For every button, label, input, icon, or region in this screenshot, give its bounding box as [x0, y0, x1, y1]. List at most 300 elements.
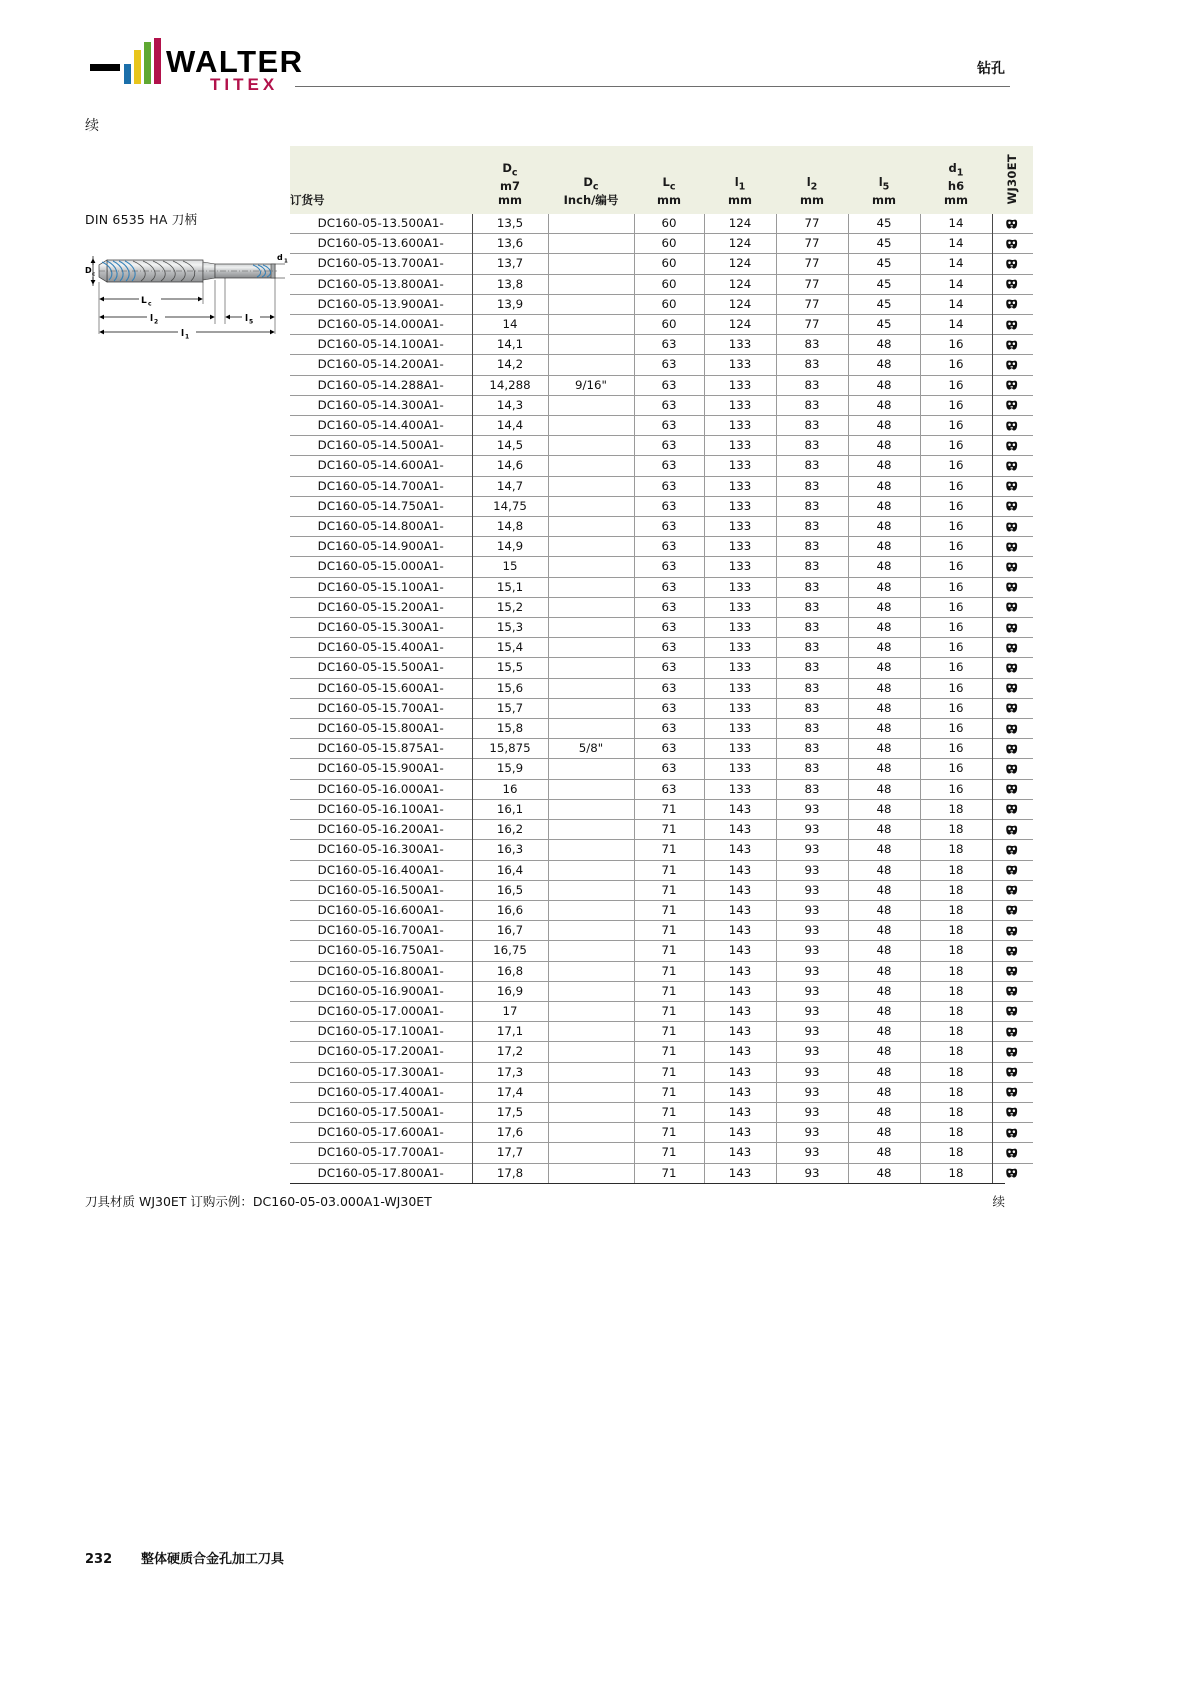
table-row[interactable]	[290, 880, 1033, 900]
cell-dci	[548, 1123, 634, 1143]
cell-lc: 63	[634, 557, 704, 577]
cell-l1: 133	[704, 456, 776, 476]
cell-l2: 93	[776, 1143, 848, 1163]
cell-l5: 45	[848, 214, 920, 234]
coolant-drill-icon	[992, 719, 1033, 739]
cell-dci	[548, 698, 634, 718]
cell-d1: 14	[920, 234, 992, 254]
table-row[interactable]	[290, 1123, 1033, 1143]
cell-d1: 14	[920, 214, 992, 234]
table-row[interactable]	[290, 214, 1033, 234]
svg-text:L: L	[141, 296, 147, 306]
cell-lc: 63	[634, 537, 704, 557]
cell-l2: 93	[776, 900, 848, 920]
cell-dci	[548, 416, 634, 436]
cell-lc: 63	[634, 779, 704, 799]
column-header-dc-inch-subscript: c	[592, 181, 599, 193]
cell-l5: 45	[848, 234, 920, 254]
svg-text:5: 5	[249, 318, 254, 326]
cell-l1: 133	[704, 557, 776, 577]
coolant-drill-icon	[992, 254, 1033, 274]
cell-l5: 48	[848, 739, 920, 759]
cell-l2: 93	[776, 981, 848, 1001]
cell-d1: 16	[920, 395, 992, 415]
cell-l5: 48	[848, 355, 920, 375]
coolant-drill-icon	[992, 1062, 1033, 1082]
page-footer	[85, 1548, 284, 1567]
cell-l5: 48	[848, 456, 920, 476]
table-row[interactable]	[290, 476, 1033, 496]
cell-d1: 18	[920, 1102, 992, 1122]
table-row[interactable]	[290, 698, 1033, 718]
coolant-drill-icon	[992, 779, 1033, 799]
cell-l1: 124	[704, 294, 776, 314]
cell-order: DC160-05-15.300A1-	[290, 618, 472, 638]
column-header-l2	[776, 146, 848, 214]
cell-l1: 143	[704, 860, 776, 880]
cell-lc: 71	[634, 1143, 704, 1163]
cell-dci	[548, 234, 634, 254]
cell-order: DC160-05-13.900A1-	[290, 294, 472, 314]
table-row[interactable]	[290, 315, 1033, 335]
table-row[interactable]	[290, 597, 1033, 617]
cell-order: DC160-05-16.750A1-	[290, 941, 472, 961]
logo-bar-red	[154, 38, 161, 84]
cell-l5: 45	[848, 254, 920, 274]
table-row[interactable]	[290, 678, 1033, 698]
coolant-drill-icon	[992, 375, 1033, 395]
table-row[interactable]	[290, 1102, 1033, 1122]
cell-dci: 5/8"	[548, 739, 634, 759]
svg-text:c: c	[92, 271, 96, 278]
cell-dci	[548, 1102, 634, 1122]
cell-l1: 133	[704, 597, 776, 617]
cell-l1: 143	[704, 921, 776, 941]
cell-dcm: 17,5	[472, 1102, 548, 1122]
cell-l5: 48	[848, 335, 920, 355]
coolant-drill-icon	[992, 436, 1033, 456]
cell-dci	[548, 456, 634, 476]
cell-dcm: 14,5	[472, 436, 548, 456]
cell-dcm: 13,9	[472, 294, 548, 314]
cell-dci	[548, 779, 634, 799]
cell-lc: 63	[634, 577, 704, 597]
cell-d1: 16	[920, 618, 992, 638]
cell-order: DC160-05-13.800A1-	[290, 274, 472, 294]
cell-dcm: 14,75	[472, 496, 548, 516]
material-grade-note: 刀具材质 WJ30ET 订购示例：DC160-05-03.000A1-WJ30ET	[85, 1194, 432, 1209]
cell-l2: 93	[776, 1062, 848, 1082]
cell-l2: 93	[776, 860, 848, 880]
cell-l2: 93	[776, 880, 848, 900]
cell-d1: 18	[920, 860, 992, 880]
table-row[interactable]	[290, 759, 1033, 779]
cell-d1: 16	[920, 739, 992, 759]
cell-l2: 83	[776, 496, 848, 516]
cell-d1: 18	[920, 1143, 992, 1163]
cell-dci	[548, 274, 634, 294]
column-header-l1	[704, 146, 776, 214]
cell-dcm: 14,7	[472, 476, 548, 496]
cell-order: DC160-05-16.600A1-	[290, 900, 472, 920]
table-row[interactable]	[290, 658, 1033, 678]
cell-l2: 77	[776, 294, 848, 314]
table-body	[290, 214, 1033, 1183]
cell-l5: 48	[848, 820, 920, 840]
cell-d1: 16	[920, 638, 992, 658]
cell-l5: 48	[848, 395, 920, 415]
cell-lc: 63	[634, 719, 704, 739]
cell-order: DC160-05-17.600A1-	[290, 1123, 472, 1143]
table-row[interactable]	[290, 981, 1033, 1001]
cell-d1: 18	[920, 981, 992, 1001]
table-row[interactable]	[290, 921, 1033, 941]
cell-l2: 93	[776, 1082, 848, 1102]
cell-d1: 18	[920, 1042, 992, 1062]
table-row[interactable]	[290, 739, 1033, 759]
coolant-drill-icon	[992, 698, 1033, 718]
cell-dcm: 15,7	[472, 698, 548, 718]
cell-lc: 63	[634, 456, 704, 476]
cell-order: DC160-05-13.600A1-	[290, 234, 472, 254]
continued-marker-bottom: 续	[992, 1194, 1005, 1209]
coolant-drill-icon	[992, 597, 1033, 617]
cell-l2: 83	[776, 436, 848, 456]
cell-d1: 18	[920, 921, 992, 941]
cell-d1: 18	[920, 941, 992, 961]
cell-l5: 48	[848, 840, 920, 860]
cell-l1: 124	[704, 274, 776, 294]
logo-wordmark-titex: TITEX	[210, 75, 279, 94]
table-row[interactable]	[290, 638, 1033, 658]
table-row[interactable]	[290, 820, 1033, 840]
cell-l1: 143	[704, 981, 776, 1001]
cell-dci	[548, 577, 634, 597]
cell-dcm: 16,4	[472, 860, 548, 880]
table-row[interactable]	[290, 496, 1033, 516]
cell-l2: 93	[776, 799, 848, 819]
cell-order: DC160-05-14.500A1-	[290, 436, 472, 456]
cell-l1: 133	[704, 719, 776, 739]
cell-l5: 48	[848, 1102, 920, 1122]
cell-l1: 143	[704, 941, 776, 961]
coolant-drill-icon	[992, 537, 1033, 557]
cell-dci	[548, 355, 634, 375]
cell-dcm: 16,5	[472, 880, 548, 900]
cell-order: DC160-05-14.900A1-	[290, 537, 472, 557]
coolant-drill-icon	[992, 880, 1033, 900]
table-row[interactable]	[290, 537, 1033, 557]
cell-d1: 18	[920, 900, 992, 920]
coolant-drill-icon	[992, 335, 1033, 355]
table-row[interactable]	[290, 456, 1033, 476]
cell-lc: 63	[634, 618, 704, 638]
cell-l2: 93	[776, 961, 848, 981]
cell-l5: 48	[848, 1143, 920, 1163]
cell-lc: 63	[634, 759, 704, 779]
footnote-row	[85, 1192, 1005, 1210]
cell-lc: 60	[634, 214, 704, 234]
cell-dcm: 17,8	[472, 1163, 548, 1183]
cell-dcm: 13,5	[472, 214, 548, 234]
column-header-l2-subscript: 2	[810, 181, 818, 193]
cell-lc: 63	[634, 355, 704, 375]
table-row[interactable]	[290, 375, 1033, 395]
cell-dcm: 13,7	[472, 254, 548, 274]
cell-l5: 48	[848, 1163, 920, 1183]
coolant-drill-icon	[992, 678, 1033, 698]
table-row[interactable]	[290, 517, 1033, 537]
table-row[interactable]	[290, 436, 1033, 456]
cell-d1: 18	[920, 1001, 992, 1021]
table-row[interactable]	[290, 719, 1033, 739]
cell-order: DC160-05-17.100A1-	[290, 1022, 472, 1042]
column-header-l2-symbol: l	[806, 175, 811, 190]
cell-order: DC160-05-17.800A1-	[290, 1163, 472, 1183]
cell-lc: 71	[634, 1022, 704, 1042]
cell-l1: 133	[704, 739, 776, 759]
cell-dci	[548, 537, 634, 557]
table-row[interactable]	[290, 254, 1033, 274]
cell-order: DC160-05-16.200A1-	[290, 820, 472, 840]
cell-l1: 124	[704, 234, 776, 254]
cell-d1: 18	[920, 799, 992, 819]
cell-l2: 93	[776, 1123, 848, 1143]
table-row[interactable]	[290, 618, 1033, 638]
cell-dci: 9/16"	[548, 375, 634, 395]
cell-l5: 48	[848, 537, 920, 557]
cell-dci	[548, 214, 634, 234]
cell-l1: 133	[704, 335, 776, 355]
coolant-drill-icon	[992, 981, 1033, 1001]
cell-dci	[548, 315, 634, 335]
table-row[interactable]	[290, 1163, 1033, 1183]
cell-l5: 48	[848, 1001, 920, 1021]
cell-lc: 71	[634, 880, 704, 900]
cell-d1: 18	[920, 1123, 992, 1143]
table-row[interactable]	[290, 557, 1033, 577]
svg-text:D: D	[85, 266, 92, 275]
table-row[interactable]	[290, 294, 1033, 314]
cell-lc: 71	[634, 840, 704, 860]
continued-marker-top: 续	[85, 118, 99, 134]
cell-order: DC160-05-17.700A1-	[290, 1143, 472, 1163]
cell-d1: 16	[920, 476, 992, 496]
column-header-dc-mm-unit: mm	[498, 192, 522, 207]
table-header	[290, 146, 1033, 214]
cell-l1: 143	[704, 880, 776, 900]
cell-order: DC160-05-14.288A1-	[290, 375, 472, 395]
cell-dcm: 14,1	[472, 335, 548, 355]
cell-dcm: 13,6	[472, 234, 548, 254]
cell-lc: 71	[634, 961, 704, 981]
cell-l2: 83	[776, 517, 848, 537]
cell-l1: 133	[704, 759, 776, 779]
cell-order: DC160-05-14.700A1-	[290, 476, 472, 496]
column-header-dc-inch	[548, 146, 634, 214]
table-row[interactable]	[290, 860, 1033, 880]
section-title: 钻孔	[977, 61, 1005, 77]
cell-dci	[548, 638, 634, 658]
cell-dcm: 16,2	[472, 820, 548, 840]
cell-d1: 18	[920, 1082, 992, 1102]
cell-d1: 16	[920, 759, 992, 779]
cell-order: DC160-05-17.300A1-	[290, 1062, 472, 1082]
cell-order: DC160-05-15.500A1-	[290, 658, 472, 678]
cell-dcm: 15,8	[472, 719, 548, 739]
column-header-dc-mm-subscript: c	[511, 167, 518, 179]
cell-dcm: 15,2	[472, 597, 548, 617]
cell-dci	[548, 799, 634, 819]
cell-dci	[548, 961, 634, 981]
cell-l1: 133	[704, 638, 776, 658]
cell-l1: 133	[704, 517, 776, 537]
cell-dci	[548, 1163, 634, 1183]
cell-l5: 48	[848, 476, 920, 496]
cell-order: DC160-05-14.200A1-	[290, 355, 472, 375]
column-header-dc-inch-unit: Inch/编号	[563, 192, 619, 207]
cell-dci	[548, 294, 634, 314]
cell-d1: 16	[920, 335, 992, 355]
table-row[interactable]	[290, 1143, 1033, 1163]
table-row[interactable]	[290, 840, 1033, 860]
cell-l2: 93	[776, 1102, 848, 1122]
coolant-drill-icon	[992, 1001, 1033, 1021]
cell-l5: 48	[848, 860, 920, 880]
cell-l5: 48	[848, 678, 920, 698]
cell-l2: 83	[776, 618, 848, 638]
table-row[interactable]	[290, 335, 1033, 355]
cell-dci	[548, 1082, 634, 1102]
cell-dci	[548, 880, 634, 900]
cell-d1: 14	[920, 294, 992, 314]
cell-d1: 16	[920, 577, 992, 597]
cell-order: DC160-05-16.800A1-	[290, 961, 472, 981]
cell-order: DC160-05-14.600A1-	[290, 456, 472, 476]
cell-l2: 83	[776, 577, 848, 597]
cell-order: DC160-05-14.800A1-	[290, 517, 472, 537]
cell-dci	[548, 517, 634, 537]
cell-dci	[548, 254, 634, 274]
column-header-l2-unit: mm	[800, 192, 824, 207]
cell-lc: 71	[634, 820, 704, 840]
cell-lc: 60	[634, 234, 704, 254]
cell-dcm: 15,9	[472, 759, 548, 779]
cell-l5: 48	[848, 779, 920, 799]
cell-dci	[548, 820, 634, 840]
cell-l2: 83	[776, 759, 848, 779]
coolant-drill-icon	[992, 1042, 1033, 1062]
cell-d1: 18	[920, 1163, 992, 1183]
cell-order: DC160-05-14.100A1-	[290, 335, 472, 355]
column-header-d1-subscript: 1	[956, 167, 964, 179]
cell-lc: 71	[634, 860, 704, 880]
cell-l5: 48	[848, 921, 920, 941]
table-row[interactable]	[290, 577, 1033, 597]
cell-dcm: 15	[472, 557, 548, 577]
table-row[interactable]	[290, 355, 1033, 375]
table-row[interactable]	[290, 234, 1033, 254]
table-row[interactable]	[290, 274, 1033, 294]
cell-l2: 93	[776, 1001, 848, 1021]
cell-l5: 48	[848, 698, 920, 718]
coolant-drill-icon	[992, 476, 1033, 496]
cell-l5: 48	[848, 658, 920, 678]
cell-dci	[548, 476, 634, 496]
coolant-drill-icon	[992, 860, 1033, 880]
coolant-drill-icon	[992, 577, 1033, 597]
column-header-l5-symbol: l	[878, 175, 883, 190]
drill-dimension-diagram	[85, 246, 290, 341]
table-row[interactable]	[290, 799, 1033, 819]
cell-dcm: 14	[472, 315, 548, 335]
coolant-drill-icon	[992, 355, 1033, 375]
cell-l2: 93	[776, 1163, 848, 1183]
column-header-d1-unit: mm	[944, 192, 968, 207]
cell-l1: 143	[704, 1123, 776, 1143]
table-row[interactable]	[290, 395, 1033, 415]
cell-l1: 143	[704, 1082, 776, 1102]
cell-l5: 48	[848, 638, 920, 658]
cell-dcm: 17,7	[472, 1143, 548, 1163]
cell-l1: 124	[704, 254, 776, 274]
table-row[interactable]	[290, 961, 1033, 981]
column-header-d1-symbol: d	[948, 161, 957, 175]
cell-lc: 63	[634, 739, 704, 759]
column-header-dc-mm-tolerance: m7	[500, 178, 520, 193]
table-row[interactable]	[290, 1001, 1033, 1021]
table-row[interactable]	[290, 941, 1033, 961]
table-row[interactable]	[290, 900, 1033, 920]
cell-l2: 83	[776, 638, 848, 658]
table-row[interactable]	[290, 1022, 1033, 1042]
cell-l2: 77	[776, 254, 848, 274]
cell-order: DC160-05-15.700A1-	[290, 698, 472, 718]
cell-dcm: 15,3	[472, 618, 548, 638]
table-row[interactable]	[290, 416, 1033, 436]
cell-l5: 45	[848, 274, 920, 294]
column-header-dc-inch-symbol: D	[583, 175, 593, 190]
column-header-order-number-label: 订货号	[290, 192, 325, 207]
cell-l1: 133	[704, 496, 776, 516]
cell-dci	[548, 597, 634, 617]
cell-lc: 63	[634, 335, 704, 355]
cell-l1: 143	[704, 961, 776, 981]
coolant-drill-icon	[992, 274, 1033, 294]
cell-lc: 71	[634, 799, 704, 819]
table-header-row	[290, 146, 1033, 214]
cell-dci	[548, 941, 634, 961]
cell-l5: 48	[848, 900, 920, 920]
table-row[interactable]	[290, 1062, 1033, 1082]
coolant-drill-icon	[992, 1143, 1033, 1163]
table-row[interactable]	[290, 1082, 1033, 1102]
cell-l1: 133	[704, 375, 776, 395]
svg-text:d: d	[277, 253, 283, 262]
cell-order: DC160-05-14.300A1-	[290, 395, 472, 415]
cell-dcm: 16,1	[472, 799, 548, 819]
cell-lc: 63	[634, 496, 704, 516]
cell-l5: 48	[848, 961, 920, 981]
table-row[interactable]	[290, 1042, 1033, 1062]
coolant-drill-icon	[992, 416, 1033, 436]
cell-dcm: 16,75	[472, 941, 548, 961]
table-bottom-rule	[290, 1183, 1005, 1185]
table-row[interactable]	[290, 779, 1033, 799]
cell-l1: 133	[704, 779, 776, 799]
cell-l5: 48	[848, 1042, 920, 1062]
cell-l1: 133	[704, 355, 776, 375]
